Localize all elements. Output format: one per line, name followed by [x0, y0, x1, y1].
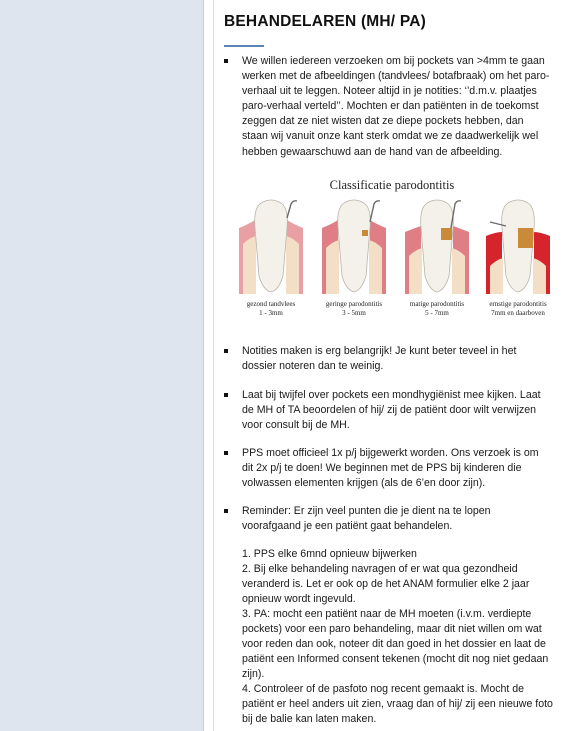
left-sidebar-panel: [0, 0, 204, 731]
stage-range: 1 - 3mm: [259, 309, 283, 317]
page-title: BEHANDELAREN (MH/ PA): [224, 13, 426, 30]
bullet-square-icon: [224, 59, 228, 63]
stage-label: gezond tandvlees: [246, 300, 296, 308]
bullet-square-icon: [224, 349, 228, 353]
tooth-stage-severe: [482, 198, 554, 294]
list-item-text: Laat bij twijfel over pockets een mondhygiënist mee kijken. Laat de MH of TA beoordelen of hij/ zij de patiënt door wilt verwijzen voor consult bij de MH.: [242, 389, 541, 432]
bullet-square-icon: [224, 451, 228, 455]
tooth-stage-moderate: [401, 198, 473, 294]
list-item: [224, 388, 560, 433]
bullet-square-icon: [224, 509, 228, 513]
list-item-text: We willen iedereen verzoeken om bij pockets van >4mm te gaan werken met de afbeeldingen (tandvlees/ botafbraak) om het paro-verhaal uit te leggen. Noteer altijd in je notities: ‘’d.m.v. plaatjes paro-verhaal verteld’’. Mochten er dan patiënten in de toekomst zeggen dat ze niet wisten dat ze diepe pockets hebben, dan staan wij vanuit onze kant sterk omdat we ze daadwerkelijk wel hebben gewaarschuwd aan de hand van de afbeelding.: [242, 55, 550, 158]
list-item: [224, 446, 560, 491]
document-page: [224, 0, 560, 731]
sidebar-divider: [213, 0, 214, 731]
stage-label: geringe parodontitis: [325, 300, 383, 308]
list-item-text: Reminder: Er zijn veel punten die je dient na te lopen voorafgaand je een patiënt gaat behandelen.: [242, 505, 491, 533]
stage-label: matige parodontitis: [409, 300, 465, 308]
stage-caption: [478, 300, 558, 318]
reminder-item: 3. PA: mocht een patiënt naar de MH moeten (i.v.m. verdiepte pockets) voor een paro behandeling, maar dit niet willen om wat voor reden dan ook, noteer dit dan goed in het dossier en laat de patiënt een Informed consent tekenen (mocht dit nog niet gedaan zijn).: [242, 608, 549, 681]
stage-caption: [314, 300, 394, 318]
list-item: [224, 344, 560, 374]
list-item-text: PPS moet officieel 1x p/j bijgewerkt worden. Ons verzoek is om dit 2x p/j te doen! We beginnen met de PPS bij kinderen die volwassen elementen krijgen (als de 6’en door zijn).: [242, 447, 539, 490]
stage-caption: [397, 300, 477, 318]
stage-range: 7mm en daarboven: [491, 309, 545, 317]
heading-underline: [224, 45, 264, 47]
stage-label: ernstige parodontitis: [489, 300, 547, 308]
stage-range: 3 - 5mm: [342, 309, 366, 317]
stage-caption: [231, 300, 311, 318]
list-item: [224, 54, 560, 160]
tooth-stage-healthy: [235, 198, 307, 294]
reminder-item: 4. Controleer of de pasfoto nog recent gemaakt is. Mocht de patiënt er heel anders uit zien, vraag dan of hij/ zij een nieuwe foto bij de balie kan laten maken.: [242, 683, 553, 726]
figure-title: Classificatie parodontitis: [329, 178, 455, 192]
stage-range: 5 - 7mm: [425, 309, 449, 317]
parodontitis-figure: [224, 172, 560, 332]
list-item-text: Notities maken is erg belangrijk! Je kunt beter teveel in het dossier noteren dan te weinig.: [242, 345, 517, 373]
tooth-stage-mild: [318, 198, 390, 294]
bullet-square-icon: [224, 393, 228, 397]
reminder-item: 2. Bij elke behandeling navragen of er wat qua gezondheid veranderd is. Let er ook op de het ANAM formulier elke 2 jaar opnieuw wordt ingevuld.: [242, 563, 530, 606]
reminder-item: 1. PPS elke 6mnd opnieuw bijwerken: [242, 548, 417, 560]
list-item: [224, 504, 560, 534]
